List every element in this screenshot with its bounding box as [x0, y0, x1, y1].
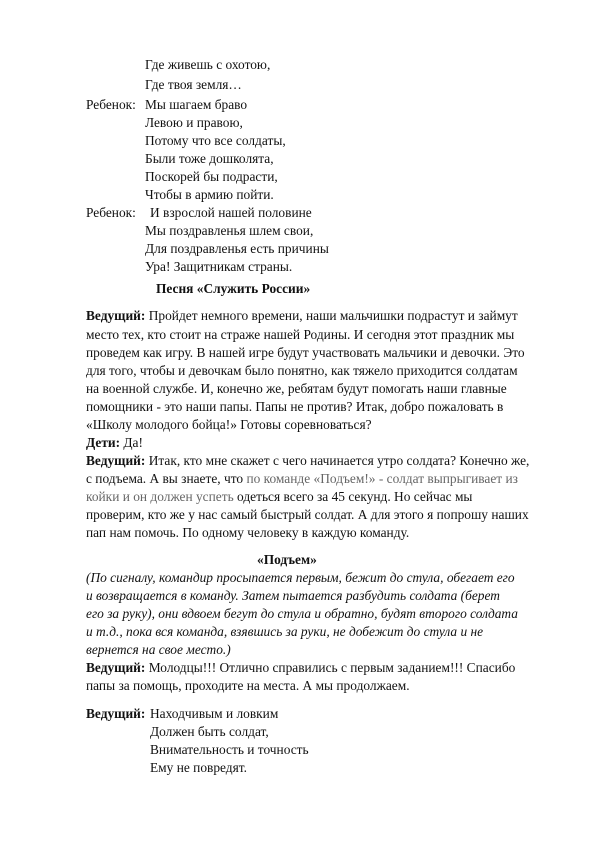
- paragraph-line: [86, 452, 529, 469]
- poem-line: Мы поздравленья шлем свои,: [145, 223, 314, 238]
- poem-line: Были тоже дошколята,: [145, 151, 274, 166]
- speaker-label: Ведущий:: [86, 453, 146, 468]
- poem-line: Где живешь с охотою,: [145, 57, 271, 72]
- instruction-line: и т.д., пока вся команда, взявшись за руки, не добежит до стула и не: [86, 624, 484, 639]
- paragraph-text: Итак, кто мне скажет с чего начинается утро солдата? Конечно же,: [145, 453, 530, 468]
- poem-line: Где твоя земля…: [145, 77, 242, 92]
- paragraph-text: одеться всего за 45 секунд. Но сейчас мы: [233, 489, 473, 504]
- speaker-label: Ребенок:: [86, 205, 136, 220]
- paragraph-line: [86, 470, 518, 487]
- poem-line: Для поздравленья есть причины: [145, 241, 329, 256]
- paragraph-line: папы за помощь, проходите на места. А мы продолжаем.: [86, 678, 410, 693]
- paragraph-text: Молодцы!!! Отлично справились с первым заданием!!! Спасибо: [145, 660, 516, 675]
- paragraph-text: Да!: [120, 435, 143, 450]
- paragraph-line: место тех, кто стоит на страже нашей Родины. И сегодня этот праздник мы: [86, 327, 515, 342]
- speaker-label: Ведущий:: [86, 308, 146, 323]
- poem-line: И взрослой нашей половине: [150, 205, 312, 220]
- paragraph-line: «Школу молодого бойца!» Готовы соревноваться?: [86, 417, 372, 432]
- paragraph-line: [86, 307, 518, 324]
- poem-line: Мы шагаем браво: [145, 97, 248, 112]
- paragraph-line: пап нам помочь. По одному человеку в каждую команду.: [86, 525, 410, 540]
- paragraph-text-highlight: койки и он должен успеть: [86, 489, 234, 504]
- poem-line: Должен быть солдат,: [150, 724, 269, 739]
- paragraph-line: помощники - это наши папы. Папы не против? Итак, добро пожаловать в: [86, 399, 504, 414]
- paragraph-line: [86, 488, 472, 505]
- speaker-label: Ребенок:: [86, 97, 136, 112]
- poem-line: Поскорей бы подрасти,: [145, 169, 278, 184]
- paragraph-line: [86, 434, 143, 451]
- paragraph-line: для того, чтобы и девочкам было понятно, как тяжело приходится солдатам: [86, 363, 518, 378]
- poem-line: Ему не повредят.: [150, 760, 247, 775]
- poem-line: Внимательность и точность: [150, 742, 309, 757]
- poem-line: Чтобы в армию пойти.: [145, 187, 274, 202]
- paragraph-line: проведем как игру. В нашей игре будут участвовать мальчики и девочки. Это: [86, 345, 525, 360]
- speaker-label: Ведущий:: [86, 660, 146, 675]
- instruction-line: (По сигналу, командир просыпается первым, бежит до стула, обегает его: [86, 570, 515, 585]
- poem-line: Потому что все солдаты,: [145, 133, 286, 148]
- poem-line: Находчивым и ловким: [150, 706, 279, 721]
- instruction-line: вернется на свое место.): [86, 642, 231, 657]
- paragraph-text: с подъема. А вы знаете, что: [86, 471, 247, 486]
- game-title: «Подъем»: [257, 552, 317, 567]
- paragraph-text: Пройдет немного времени, наши мальчишки подрастут и займут: [145, 308, 518, 323]
- paragraph-line: на военной службе. И, конечно же, ребятам будут помогать наши главные: [86, 381, 507, 396]
- paragraph-line: проверим, кто же у нас самый быстрый солдат. А для этого я попрошу наших: [86, 507, 529, 522]
- instruction-line: его за руку), они вдвоем бегут до стула и обратно, будят второго солдата: [86, 606, 518, 621]
- poem-line: Левою и правою,: [145, 115, 243, 130]
- song-title: Песня «Служить России»: [156, 281, 311, 296]
- paragraph-text-highlight: по команде «Подъем!» - солдат выпрыгивает из: [246, 471, 518, 486]
- instruction-line: и возвращается в команду. Затем пытается разбудить солдата (берет: [86, 588, 500, 603]
- speaker-label: Дети:: [86, 435, 121, 450]
- poem-line: Ура! Защитникам страны.: [145, 259, 293, 274]
- speaker-label: Ведущий:: [86, 706, 146, 721]
- paragraph-line: [86, 659, 515, 676]
